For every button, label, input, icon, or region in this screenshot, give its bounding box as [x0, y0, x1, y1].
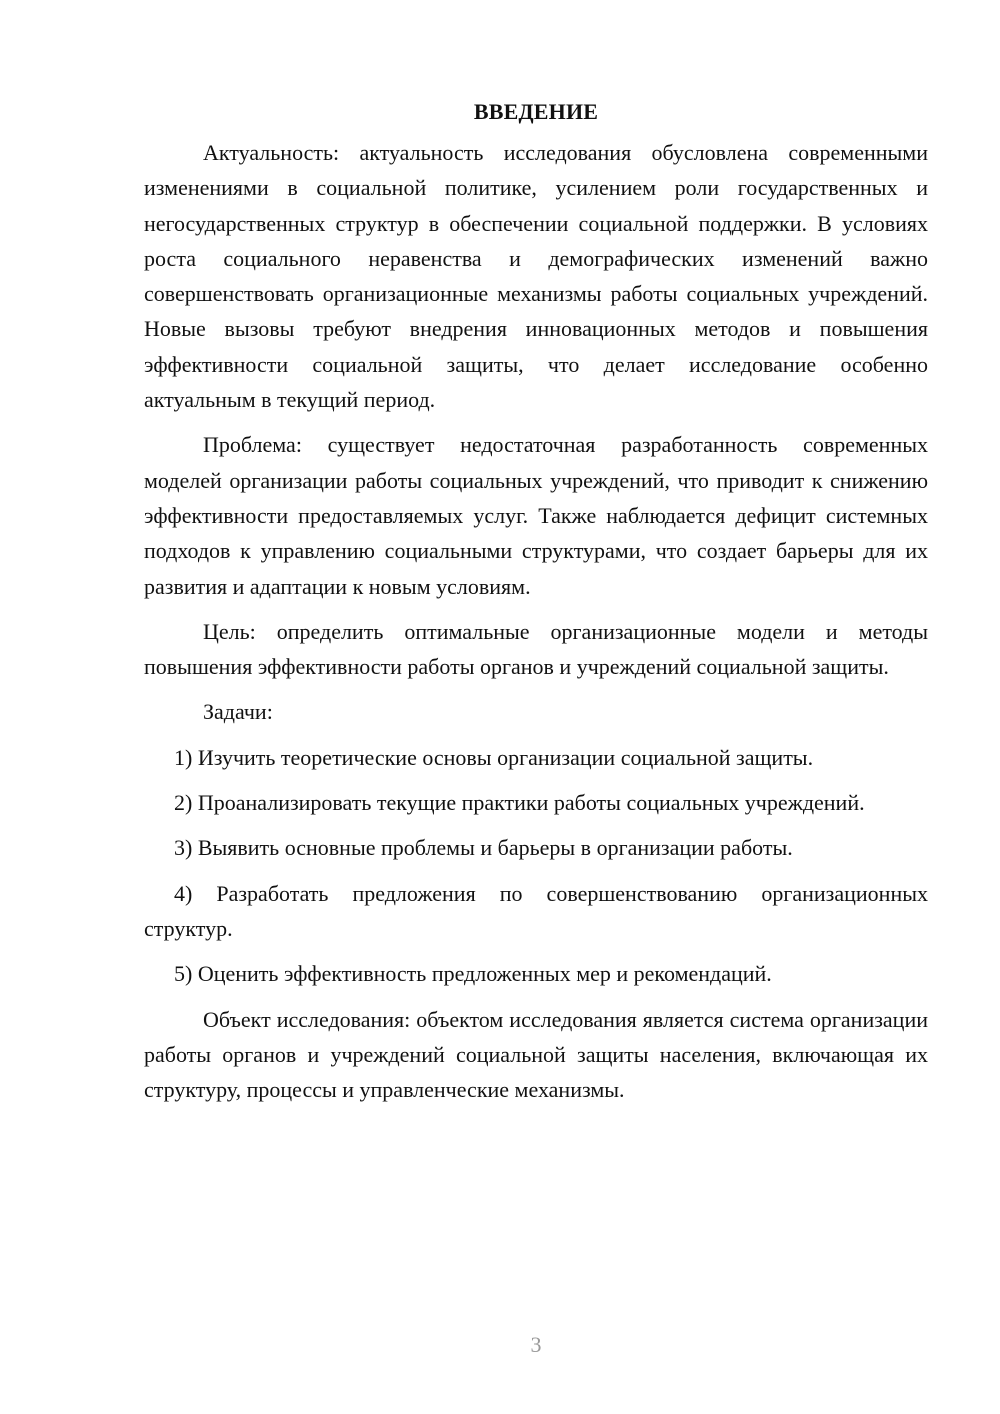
task-item: 4) Разработать предложения по совершенствованию организационных структур. [144, 880, 928, 941]
object-paragraph: Объект исследования: объектом исследования является система организации работы органов и учреждений социальной защиты населения, включающая их структуру, процессы и управленческие механизмы. [144, 1006, 928, 1103]
problem-paragraph: Проблема: существует недостаточная разработанность современных моделей организации работы социальных учреждений, что приводит к снижению эффективности предоставляемых услуг. Также наблюдается дефицит системных подходов к управлению социальными структурами, что создает барьеры для их развития и адаптации к новым условиям. [144, 432, 928, 599]
page-content [144, 94, 928, 1117]
tasks-heading: Задачи: [203, 699, 273, 725]
relevance-paragraph: Актуальность: актуальность исследования обусловлена современными изменениями в социальной политике, усилением роли государственных и негосударственных структур в обеспечении социальной поддержки. В условиях роста социального неравенства и демографических изменений важно совершенствовать организационные механизмы работы социальных учреждений. Новые вызовы требуют внедрения инновационных методов и повышения эффективности социальной защиты, что делает исследование особенно актуальным в текущий период. [144, 140, 928, 413]
task-item: 3) Выявить основные проблемы и барьеры в организации работы. [174, 835, 793, 861]
page-number: 3 [530, 1332, 542, 1357]
goal-paragraph: Цель: определить оптимальные организационные модели и методы повышения эффективности работы органов и учреждений социальной защиты. [144, 618, 928, 680]
task-item: 2) Проанализировать текущие практики работы социальных учреждений. [174, 790, 865, 816]
task-item: 1) Изучить теоретические основы организации социальной защиты. [174, 744, 814, 770]
task-item: 5) Оценить эффективность предложенных мер и рекомендаций. [174, 961, 772, 987]
section-title: ВВЕДЕНИЕ [473, 99, 599, 124]
